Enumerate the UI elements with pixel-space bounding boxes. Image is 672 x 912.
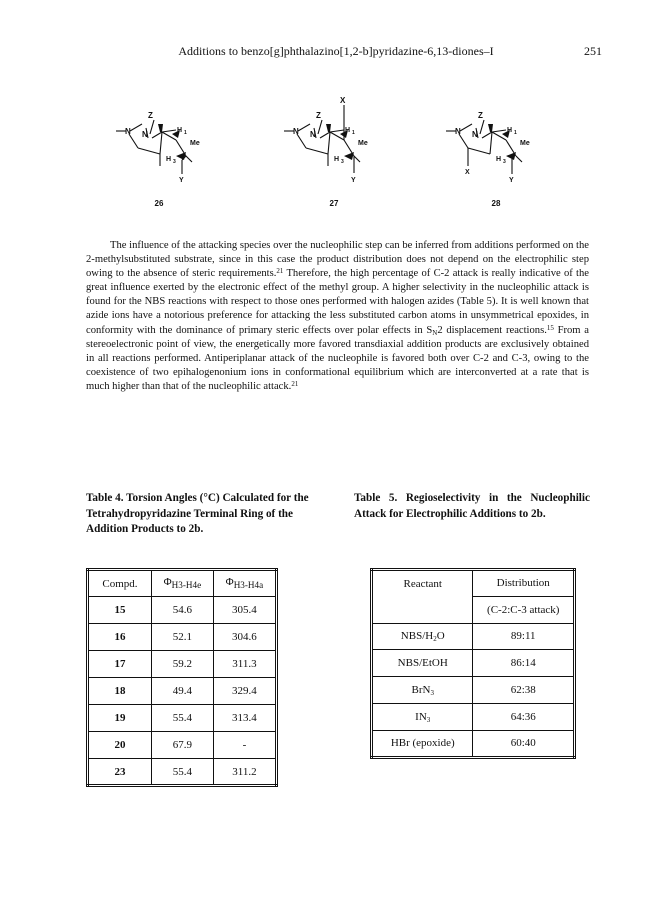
atom-n2: N [310, 130, 316, 139]
atom-n1: N [293, 127, 299, 136]
atom-h1: H [345, 127, 351, 134]
atom-me: Me [190, 140, 200, 147]
table-header-row [88, 570, 277, 597]
atom-h1-sub: 1 [352, 130, 355, 136]
structures-row [0, 95, 672, 215]
table-row: 19 55.4 313.4 [88, 705, 277, 732]
para-part-3: 2 displacement reactions. [437, 324, 547, 336]
atom-h3-sub: 3 [341, 159, 344, 165]
structure-27-drawing [278, 95, 398, 190]
footnote-ref: 15 [546, 323, 554, 332]
sn-subscript: N [432, 328, 438, 337]
structure-28-drawing [440, 110, 560, 190]
table-row: 18 49.4 329.4 [88, 678, 277, 705]
table-row: NBS/EtOH 86:14 [372, 650, 575, 677]
atom-n1: N [125, 127, 131, 136]
atom-h3: H [166, 156, 172, 163]
atom-x: X [465, 169, 470, 176]
header-phi-e: $\Phi_{H3-H4e}$ [151, 570, 213, 597]
table4-caption: Table 4. Torsion Angles (°C) Calculated for the Tetrahydropyridazine Terminal Ring of the Addition Products to 2b. [86, 492, 309, 535]
atom-h1: H [507, 127, 513, 134]
atom-n2: N [142, 130, 148, 139]
table-header-row [372, 596, 575, 623]
atom-x: X [340, 96, 346, 105]
structure-28 [440, 110, 560, 190]
para-part-1: The influence of the attacking species over the nucleophilic step can be inferred from additions performed on the 2-methylsubstituted substrate, since in this case the product distribution does not depend on the electrophilic step owing to the absence of steric requirements. [86, 240, 589, 280]
body-text [86, 239, 589, 394]
header-distribution-sub: (C-2:C-3 attack) [473, 596, 575, 623]
table-row: 20 67.9 - [88, 732, 277, 759]
atom-h1: H [177, 127, 183, 134]
table-row: HBr (epoxide) 60:40 [372, 730, 575, 757]
footnote-ref: 21 [291, 379, 299, 388]
atom-z: Z [148, 111, 153, 120]
header-phi-a: $\Phi_{H3-H4a}$ [213, 570, 276, 597]
footnote-ref: 21 [276, 267, 284, 276]
atom-h3-sub: 3 [503, 159, 506, 165]
table-row: 16 52.1 304.6 [88, 624, 277, 651]
atom-y: Y [351, 177, 356, 184]
structure-26 [110, 110, 230, 190]
atom-h3-sub: 3 [173, 159, 176, 165]
page-header [0, 44, 672, 60]
compound-label-27: 27 [329, 199, 339, 208]
table-row: 15 54.6 305.4 [88, 597, 277, 624]
table5-caption: Table 5. Regioselectivity in the Nucleophilic Attack for Electrophilic Additions to 2b. [354, 492, 590, 520]
atom-y: Y [509, 177, 514, 184]
header-reactant: Reactant [372, 570, 473, 597]
page-number: 251 [584, 44, 602, 58]
atom-me: Me [520, 140, 530, 147]
atom-h3: H [496, 156, 502, 163]
header-distribution: Distribution [473, 570, 575, 597]
table-header-row [372, 570, 575, 597]
atom-z: Z [316, 111, 321, 120]
atom-y: Y [179, 177, 184, 184]
table5 [370, 568, 576, 759]
table-row: 17 59.2 311.3 [88, 651, 277, 678]
header-compd: Compd. [88, 570, 152, 597]
compound-label-28: 28 [491, 199, 501, 208]
paragraph [86, 239, 589, 394]
structure-27 [278, 95, 398, 190]
para-part-2: Therefore, the high percentage of C-2 attack is really indicative of the great influence exerted by the electronic effect of the methyl group. A higher selectivity in the nucleophilic attack is found for the NBS reactions with respect to those ones performed with halogen azides (Table 5). It is well known that azide ions have a notorious preference for attacking the less substituted carbon atoms in unsymmetrical epoxides, in conformity with the dominance of primary steric effects over polar effects in S [86, 268, 589, 336]
atom-z: Z [478, 111, 483, 120]
table4 [86, 568, 278, 787]
header-reactant-blank [372, 596, 473, 623]
structure-26-drawing [110, 110, 230, 190]
atom-me: Me [358, 140, 368, 147]
table-row: 23 55.4 311.2 [88, 759, 277, 786]
table-row: BrN$_3$ 62:38 [372, 677, 575, 704]
atom-h3: H [334, 156, 340, 163]
atom-h1-sub: 1 [184, 130, 187, 136]
para-part-4: From a stereoelectronic point of view, the energetically more favored transdiaxial addition products are exclusively obtained in all reactions performed. Antiperiplanar attack of the nucleophile is favored both over C-2 and C-3, owing to the coexistence of two epihalogenonium ions in conformational equilibrium which are interconverted at a rate that is much higher than that of the nucleophilic attack. [86, 324, 589, 392]
running-title: Additions to benzo[g]phthalazino[1,2-b]pyridazine-6,13-diones–I [178, 44, 494, 58]
atom-h1-sub: 1 [514, 130, 517, 136]
table-row: NBS/$H_2O$ 89:11 [372, 623, 575, 650]
atom-n2: N [472, 130, 478, 139]
atom-n1: N [455, 127, 461, 136]
table-row: $IN_3$ 64:36 [372, 703, 575, 730]
compound-label-26: 26 [154, 199, 164, 208]
